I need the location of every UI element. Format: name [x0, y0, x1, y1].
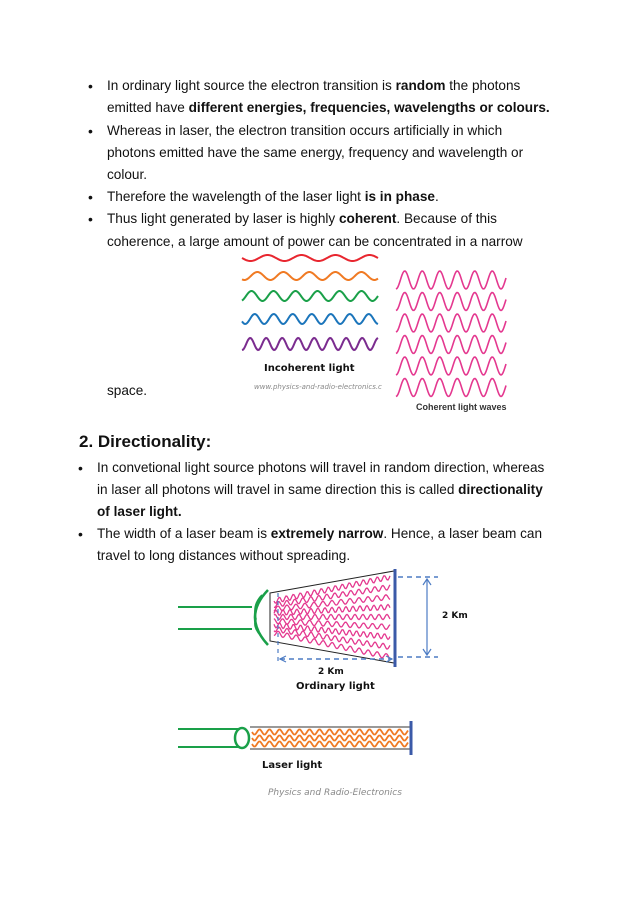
- ordinary-light-diagram: [178, 569, 468, 692]
- section2-bullet-2-line: The width of a laser beam is extremely narrow. Hence, a laser beam can: [97, 526, 543, 541]
- section2-bullet-1-line: in laser all photons will travel in same direction this is called directionality: [97, 482, 543, 497]
- coherent-light-label: Coherent light waves: [416, 402, 507, 412]
- bullet-icon: •: [78, 526, 83, 542]
- incoherent-wave: [242, 291, 378, 301]
- section2-bullet-2-line: travel to long distances without spreading.: [97, 548, 351, 563]
- bullet-icon: •: [88, 189, 93, 205]
- section1-bullet-1-line: emitted have different energies, frequencies, wavelengths or colours.: [107, 100, 550, 115]
- laser-wave: [252, 730, 408, 735]
- incoherent-wave: [242, 338, 378, 350]
- laser-light-label: Laser light: [262, 760, 323, 771]
- coherent-wave: [396, 314, 506, 332]
- incoherent-wave: [242, 272, 378, 280]
- coherent-wave: [396, 379, 506, 397]
- section-heading-directionality: 2. Directionality:: [79, 432, 212, 451]
- trailing-word: space.: [107, 383, 148, 398]
- bullet-icon: •: [88, 211, 93, 227]
- incoherent-source-url: www.physics-and-radio-electronics.c: [254, 383, 382, 391]
- ordinary-light-label: Ordinary light: [296, 681, 375, 692]
- bullet-icon: •: [88, 123, 93, 139]
- ordinary-light-wave: [274, 614, 390, 619]
- coherence-figure: [230, 248, 510, 418]
- section2-bullet-1-line: of laser light.: [97, 504, 182, 519]
- section1-bullet-2-line: photons emitted have the same energy, frequency and wavelength or: [107, 145, 524, 160]
- section2-bullet-1-line: In convetional light source photons will travel in random direction, whereas: [97, 460, 545, 475]
- coherent-waves: [396, 271, 506, 396]
- section1-bullet-4-line: Thus light generated by laser is highly coherent. Because of this: [107, 211, 497, 226]
- section1-bullet-4-line: coherence, a large amount of power can be concentrated in a narrow: [107, 234, 523, 249]
- laser-light-diagram: [178, 721, 411, 771]
- section1-bullet-3-line: Therefore the wavelength of the laser light is in phase.: [107, 189, 439, 204]
- incoherent-wave: [242, 314, 378, 324]
- figure-source-caption: Physics and Radio-Electronics: [268, 788, 402, 798]
- laser-wave: [252, 736, 408, 741]
- section1-bullet-1-line: In ordinary light source the electron transition is random the photons: [107, 78, 521, 93]
- coherent-wave: [396, 293, 506, 311]
- dimension-vertical-label: 2 Km: [442, 611, 468, 621]
- ordinary-light-wave: [274, 623, 390, 639]
- coherent-wave: [396, 357, 506, 375]
- laser-wave: [252, 742, 408, 747]
- bullet-icon: •: [88, 78, 93, 94]
- coherent-wave: [396, 336, 506, 354]
- bullet-icon: •: [78, 460, 83, 476]
- section1-bullet-2-line: colour.: [107, 167, 148, 182]
- section1-bullet-2-line: Whereas in laser, the electron transition occurs artificially in which: [107, 123, 503, 138]
- incoherent-wave: [242, 255, 378, 261]
- coherent-wave: [396, 271, 506, 289]
- directionality-figure: [170, 565, 480, 805]
- incoherent-light-label: Incoherent light: [264, 363, 355, 374]
- dimension-horizontal-label: 2 Km: [318, 667, 344, 677]
- incoherent-waves: [242, 255, 378, 350]
